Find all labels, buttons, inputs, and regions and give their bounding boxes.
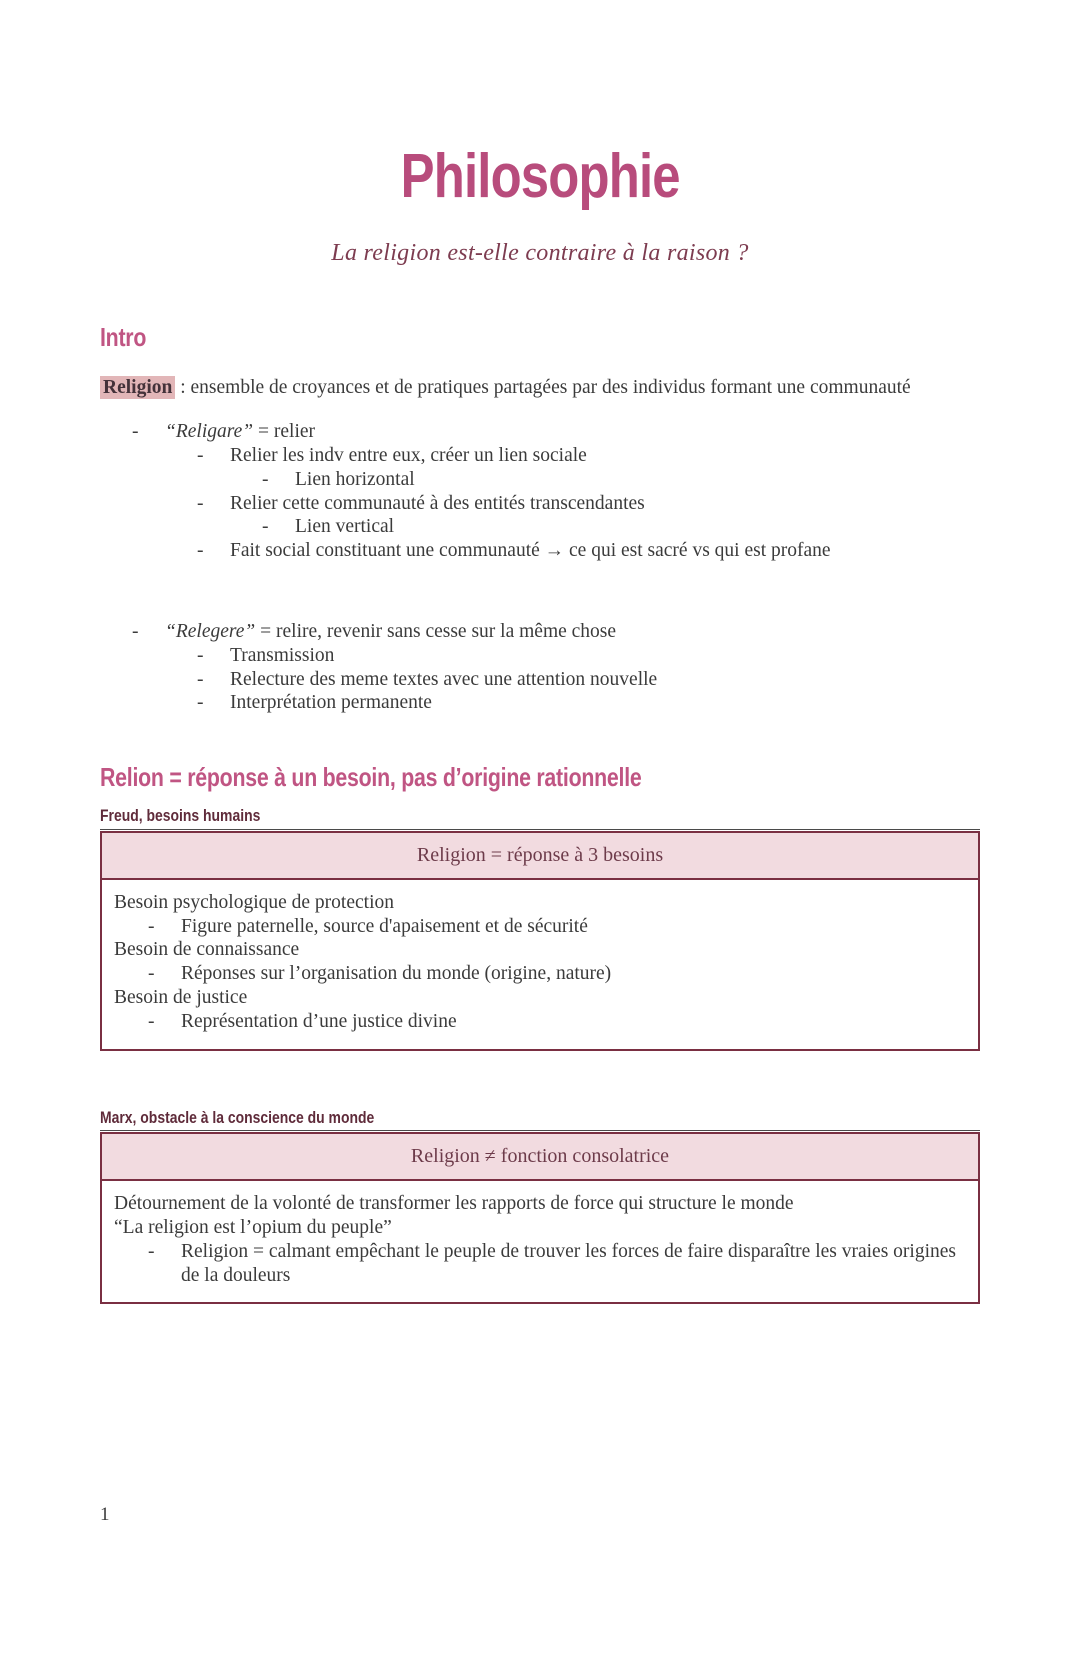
- intro-list: [100, 420, 980, 715]
- page-number: 1: [100, 1504, 110, 1525]
- page-subtitle: La religion est-elle contraire à la raison ?: [331, 240, 749, 266]
- list-item-text: Relier cette communauté à des entités transcendantes: [230, 492, 645, 514]
- list-item: [100, 492, 980, 516]
- freud-table-header: Religion = réponse à 3 besoins: [102, 833, 978, 880]
- list-item-text: Transmission: [230, 644, 335, 666]
- marx-subheading: Marx, obstacle à la conscience du monde: [100, 1109, 980, 1132]
- list-item: [100, 691, 980, 715]
- dash-marker: -: [197, 668, 204, 690]
- table-row: Besoin psychologique de protection: [114, 891, 394, 913]
- list-item: [100, 668, 980, 692]
- table-row-text: Figure paternelle, source d'apaisement et de sécurité: [181, 915, 588, 937]
- list-item: [100, 468, 980, 492]
- list-item-text: Lien horizontal: [295, 468, 415, 490]
- table-row-text: Religion = calmant empêchant le peuple de trouver les forces de faire disparaître les vraies origines de la douleurs: [181, 1240, 956, 1286]
- freud-table: [100, 831, 980, 1051]
- dash-marker: -: [262, 468, 269, 490]
- table-row-text: Réponses sur l’organisation du monde (origine, nature): [181, 963, 612, 985]
- list-item: [100, 620, 980, 644]
- dash-marker: -: [148, 1010, 155, 1032]
- definition-text: : ensemble de croyances et de pratiques partagées par des individus formant une communauté: [175, 376, 911, 398]
- list-item-text: “Religare” = relier: [165, 421, 316, 443]
- freud-subheading: Freud, besoins humains: [100, 807, 980, 830]
- dash-marker: -: [132, 621, 139, 643]
- table-row: Détournement de la volonté de transformer les rapports de force qui structure le monde: [114, 1193, 794, 1215]
- dash-marker: -: [197, 492, 204, 514]
- dash-marker: -: [148, 1240, 155, 1262]
- list-item-text: Relecture des meme textes avec une attention nouvelle: [230, 668, 658, 690]
- table-row: [110, 962, 968, 986]
- table-row-text: Représentation d’une justice divine: [181, 1010, 457, 1032]
- table-row: [110, 1240, 968, 1288]
- marx-table-header: Religion ≠ fonction consolatrice: [102, 1134, 978, 1181]
- list-item: [100, 420, 980, 444]
- page-title: [100, 142, 980, 211]
- list-item: [100, 539, 980, 563]
- table-row: Besoin de justice: [114, 986, 248, 1008]
- list-item-text: Interprétation permanente: [230, 692, 432, 714]
- table-row: [110, 1010, 968, 1034]
- marx-table: [100, 1132, 980, 1304]
- list-item: [100, 515, 980, 539]
- section-heading-intro: Intro: [100, 322, 147, 352]
- section-heading-religion: Relion = réponse à un besoin, pas d’origine rationnelle: [100, 762, 642, 793]
- document-page: [0, 142, 1080, 1304]
- dash-marker: -: [197, 540, 204, 562]
- dash-marker: -: [262, 516, 269, 538]
- dash-marker: -: [132, 421, 139, 443]
- list-item-text: Lien vertical: [295, 516, 395, 538]
- religion-highlight: Religion: [100, 376, 175, 399]
- definition-paragraph: [100, 375, 980, 400]
- list-item: [100, 644, 980, 668]
- dash-marker: -: [197, 692, 204, 714]
- table-row: “La religion est l’opium du peuple”: [114, 1217, 392, 1239]
- list-item-text: Relier les indv entre eux, créer un lien sociale: [230, 445, 587, 467]
- marx-table-body: [102, 1181, 978, 1302]
- freud-table-body: [102, 880, 978, 1049]
- dash-marker: -: [148, 963, 155, 985]
- dash-marker: -: [148, 915, 155, 937]
- list-item-text: “Relegere” = relire, revenir sans cesse sur la même chose: [165, 621, 617, 643]
- list-item-text: Fait social constituant une communauté → ce qui est sacré vs qui est profane: [230, 540, 831, 562]
- dash-marker: -: [197, 644, 204, 666]
- table-row: [110, 915, 968, 939]
- dash-marker: -: [197, 445, 204, 467]
- table-row: Besoin de connaissance: [114, 939, 300, 961]
- page-title-text: Philosophie: [400, 142, 680, 211]
- list-item: [100, 444, 980, 468]
